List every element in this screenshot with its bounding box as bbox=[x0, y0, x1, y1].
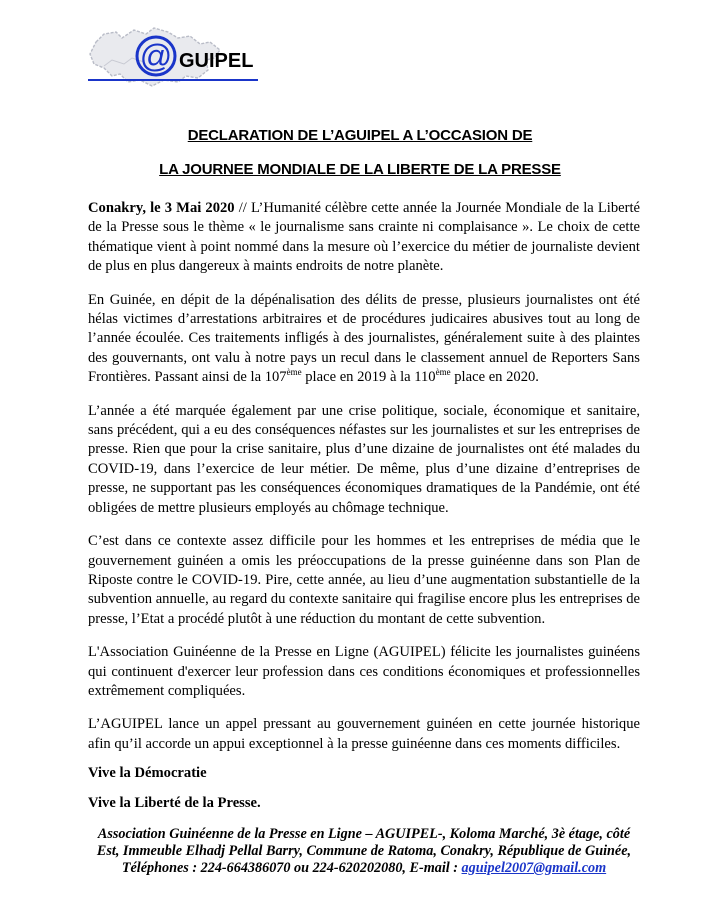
at-symbol: @ bbox=[139, 38, 173, 74]
document-title-line-2: LA JOURNEE MONDIALE DE LA LIBERTE DE LA PRESSE bbox=[159, 161, 561, 178]
paragraph-1: Conakry, le 3 Mai 2020 // L’Humanité célèbre cette année la Journée Mondiale de la Liberté de la Presse sous le thème « le journalisme sans crainte ni complaisance ». Le choix de cette thématique vient à point nommé dans la mesure où l’exercice du métier de journaliste devient de plus en plus dangereux à maints endroits de notre planète. bbox=[88, 200, 641, 275]
document-body bbox=[88, 199, 640, 827]
aguipel-logo bbox=[82, 22, 262, 94]
logo-wordmark: GUIPEL bbox=[179, 50, 254, 72]
paragraph-5: L'Association Guinéenne de la Presse en Ligne (AGUIPEL) félicite les journalistes guinéens qui continuent d'exercer leur profession dans ces conditions économiques et professionnelles extrêmement compliquées. bbox=[88, 644, 640, 699]
dateline: Conakry, le 3 Mai 2020 bbox=[88, 200, 235, 216]
document-title-line-1: DECLARATION DE L’AGUIPEL A L’OCCASION DE bbox=[187, 127, 533, 144]
paragraph-3: L’année a été marquée également par une crise politique, sociale, économique et sanitaire, sans précédent, qui a eu des conséquences néfastes sur les journalistes et sur les entreprises de presse. Rien que pour la crise sanitaire, plus d’une dizaine de journalistes ont été malades du COVID-19, dans l’exercice de leur métier. De même, plus d’une dizaine d’entreprises de presse, ne supportant pas les conséquences économiques dramatiques de la Pandémie, ont été obligées de mettre plusieurs employés au chômage technique. bbox=[88, 402, 640, 516]
paragraph-4: C’est dans ce contexte assez difficile pour les hommes et les entreprises de média que le gouvernement guinéen a omis les préoccupations de la presse guinéenne dans son Plan de Riposte contre le COVID-19. Pire, cette année, au lieu d’une augmentation substantielle de la subvention annuelle, au regard du contexte sanitaire qui fragilise encore plus les entreprises de presse, l’Etat a procédé plutôt à une réduction du montant de cette subvention. bbox=[88, 533, 640, 627]
paragraph-2: En Guinée, en dépit de la dépénalisation des délits de presse, plusieurs journalistes ont été hélas victimes d’arrestations arbitraires et de procédures judicaires abusives tout au long de l’année écoulée. Ces traitements infligés à des journalistes, généralement suite à des plaintes des gouvernants, ont valu à notre pays un recul dans le classement annuel de Reporters Sans Frontières. Passant ainsi de la 107ème place en 2019 à la 110ème place en 2020. bbox=[88, 291, 640, 386]
paragraph-6: L’AGUIPEL lance un appel pressant au gouvernement guinéen en cette journée historique afin qu’il accorde un appui exceptionnel à la presse guinéenne dans ces moments difficiles. bbox=[88, 716, 640, 752]
email-link[interactable]: aguipel2007@gmail.com bbox=[461, 860, 607, 876]
closing-line-1: Vive la Démocratie bbox=[88, 765, 207, 782]
footer-address: Association Guinéenne de la Presse en Ligne – AGUIPEL-, Koloma Marché, 3è étage, côté Est, Immeuble Elhadj Pellal Barry, Commune de Ratoma, Conakry, République de Guinée, Téléphones : 224-664386070 ou 224-620202080, E-mail : aguipel2007@gmail.com bbox=[96, 826, 632, 876]
closing-line-2: Vive la Liberté de la Presse. bbox=[88, 794, 261, 811]
